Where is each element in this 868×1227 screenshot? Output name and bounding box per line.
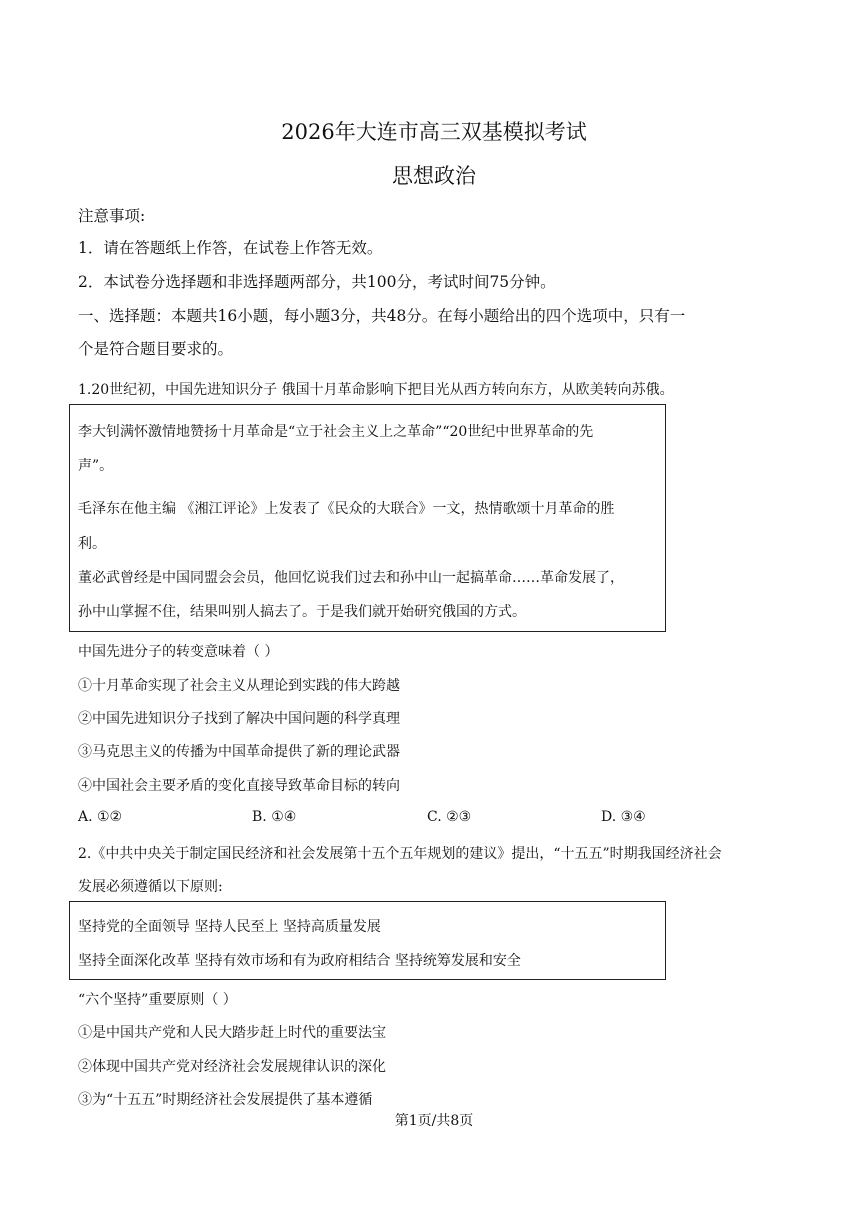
q1-material-line: 李大钊满怀激情地赞扬十月革命是“立于社会主义上之革命”“20世纪中世界革命的先 <box>78 424 594 440</box>
q2-statement-2: ②体现中国共产党对经济社会发展规律认识的深化 <box>78 1059 386 1075</box>
section-instruction-line1: 一、选择题：本题共16小题，每小题3分，共48分。在每小题给出的四个选项中，只有一 <box>78 307 686 325</box>
q2-stem-line1: 2.《中共中央关于制定国民经济和社会发展第十五个五年规划的建议》提出，“十五五”时期我国经济社会 <box>78 846 722 862</box>
q1-material-line: 毛泽东在他主编 《湘江评论》上发表了《民众的大联合》一文，热情歌颂十月革命的胜 <box>78 501 615 517</box>
exam-subject: 思想政治 <box>392 164 476 188</box>
q1-statement-3: ③马克思主义的传播为中国革命提供了新的理论武器 <box>78 744 400 760</box>
q1-option-d[interactable]: D. ③④ <box>601 809 646 825</box>
q2-question: “六个坚持”重要原则（ ） <box>78 992 237 1008</box>
q1-material-line: 利。 <box>78 536 106 552</box>
q1-option-c[interactable]: C. ②③ <box>427 809 472 825</box>
q1-option-a[interactable]: A. ①② <box>78 809 123 825</box>
q1-statement-2: ②中国先进知识分子找到了解决中国问题的科学真理 <box>78 711 400 727</box>
notice-item-2: 2．本试卷分选择题和非选择题两部分，共100分，考试时间75分钟。 <box>78 273 556 291</box>
q1-stem: 1.20世纪初，中国先进知识分子 俄国十月革命影响下把目光从西方转向东方，从欧美转向苏俄。 <box>78 382 674 398</box>
section-instruction-line2: 个是符合题目要求的。 <box>78 340 234 358</box>
q2-statement-1: ①是中国共产党和人民大踏步赶上时代的重要法宝 <box>78 1025 386 1041</box>
q2-statement-3: ③为“十五五”时期经济社会发展提供了基本遵循 <box>78 1092 373 1108</box>
page-number: 第1页/共8页 <box>394 1113 474 1129</box>
q1-option-b[interactable]: B. ①④ <box>252 809 297 825</box>
exam-title: 2026年大连市高三双基模拟考试 <box>281 120 587 144</box>
q2-stem-line2: 发展必须遵循以下原则: <box>78 879 223 895</box>
q1-statement-4: ④中国社会主要矛盾的变化直接导致革命目标的转向 <box>78 778 400 794</box>
q2-principles-line2: 坚持全面深化改革 坚持有效市场和有为政府相结合 坚持统筹发展和安全 <box>78 953 521 969</box>
q2-principles-line1: 坚持党的全面领导 坚持人民至上 坚持高质量发展 <box>78 919 381 935</box>
q1-material-line: 声”。 <box>78 458 114 474</box>
notice-item-1: 1．请在答题纸上作答，在试卷上作答无效。 <box>78 239 383 257</box>
q1-material-line: 董必武曾经是中国同盟会会员，他回忆说我们过去和孙中山一起搞革命……革命发展了， <box>78 570 624 586</box>
notice-heading: 注意事项: <box>78 207 146 225</box>
q1-statement-1: ①十月革命实现了社会主义从理论到实践的伟大跨越 <box>78 678 400 694</box>
q1-material-line: 孙中山掌握不住，结果叫别人搞去了。于是我们就开始研究俄国的方式。 <box>78 604 526 620</box>
q1-question: 中国先进分子的转变意味着（ ） <box>78 644 279 660</box>
